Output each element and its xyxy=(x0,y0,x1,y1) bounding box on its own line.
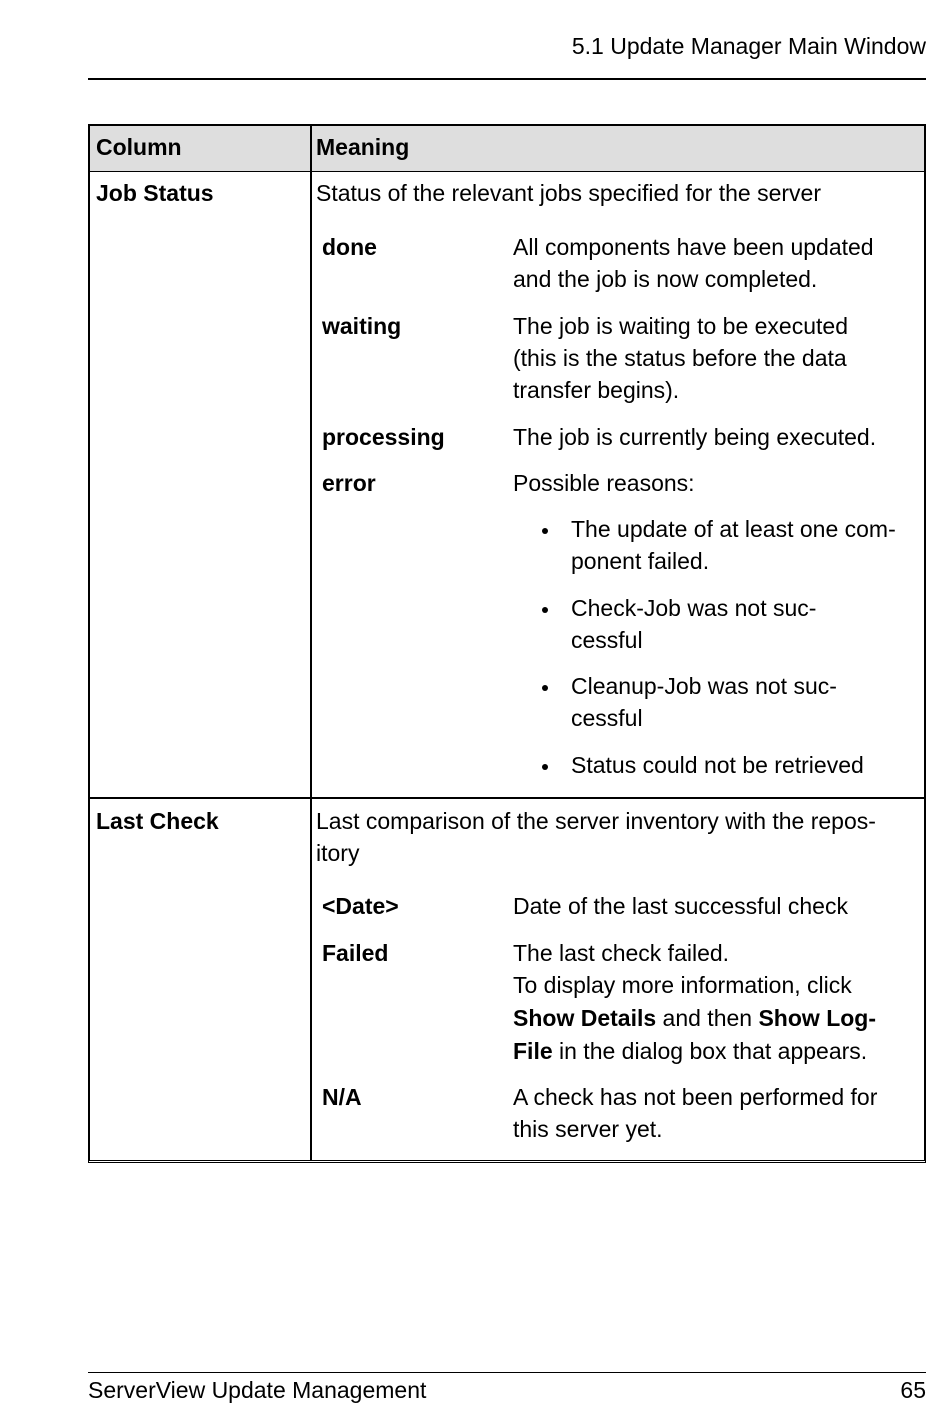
connector-text: and then xyxy=(656,1005,759,1031)
definition-line: The job is waiting to be executed xyxy=(513,313,848,339)
bullet-text: Cleanup-Job was not suc- xyxy=(571,673,837,699)
show-logfile-label: Show Log- xyxy=(758,1005,876,1031)
last-check-description: Last comparison of the server inventory with the repos- xyxy=(316,808,876,834)
table-header-row xyxy=(90,126,924,172)
definition-line xyxy=(513,1002,876,1034)
bullet-text: Check-Job was not suc- xyxy=(571,595,817,621)
term-na: N/A xyxy=(322,1084,362,1110)
definition-line: Date of the last successful check xyxy=(513,893,848,919)
definition-line: All components have been updated xyxy=(513,234,874,260)
term-waiting: waiting xyxy=(322,313,402,339)
bullet-icon xyxy=(542,685,548,691)
definition-line: To display more information, click xyxy=(513,972,852,998)
definition-line: this server yet. xyxy=(513,1116,663,1142)
row-divider xyxy=(90,797,924,799)
bullet-text: Status could not be retrieved xyxy=(571,752,864,778)
bullet-icon xyxy=(542,607,548,613)
column-header-column: Column xyxy=(96,134,182,160)
bullet-text: ponent failed. xyxy=(571,548,710,574)
term-error: error xyxy=(322,470,376,496)
definition-line: and the job is now completed. xyxy=(513,266,818,292)
definition-line: (this is the status before the data xyxy=(513,345,847,371)
job-status-description: Status of the relevant jobs specified for the server xyxy=(316,180,821,206)
status-table xyxy=(88,124,926,1163)
column-divider xyxy=(310,126,312,1160)
definition-line: A check has not been performed for xyxy=(513,1084,878,1110)
header-rule xyxy=(88,78,926,80)
term-failed: Failed xyxy=(322,940,389,966)
show-logfile-label-cont: File xyxy=(513,1038,553,1064)
running-header: 5.1 Update Manager Main Window xyxy=(571,33,926,59)
error-intro: Possible reasons: xyxy=(513,470,695,496)
bullet-text: cessful xyxy=(571,705,643,731)
definition-line: The last check failed. xyxy=(513,940,730,966)
page-number: 65 xyxy=(900,1377,926,1403)
column-header-meaning: Meaning xyxy=(316,134,410,160)
show-details-label: Show Details xyxy=(513,1005,657,1031)
definition-line xyxy=(513,1035,867,1067)
term-date: <Date> xyxy=(322,893,399,919)
definition-line: The job is currently being executed. xyxy=(513,424,877,450)
bullet-icon xyxy=(542,764,548,770)
bullet-text: The update of at least one com- xyxy=(571,516,896,542)
footer-rule xyxy=(88,1372,926,1373)
term-done: done xyxy=(322,234,377,260)
definition-line: transfer begins). xyxy=(513,377,680,403)
term-processing: processing xyxy=(322,424,445,450)
row-label-job-status: Job Status xyxy=(96,180,214,206)
last-check-description: itory xyxy=(316,840,360,866)
bullet-icon xyxy=(542,528,548,534)
row-label-last-check: Last Check xyxy=(96,808,219,834)
bullet-text: cessful xyxy=(571,627,643,653)
definition-tail: in the dialog box that appears. xyxy=(552,1038,868,1064)
footer-title: ServerView Update Management xyxy=(88,1377,427,1403)
